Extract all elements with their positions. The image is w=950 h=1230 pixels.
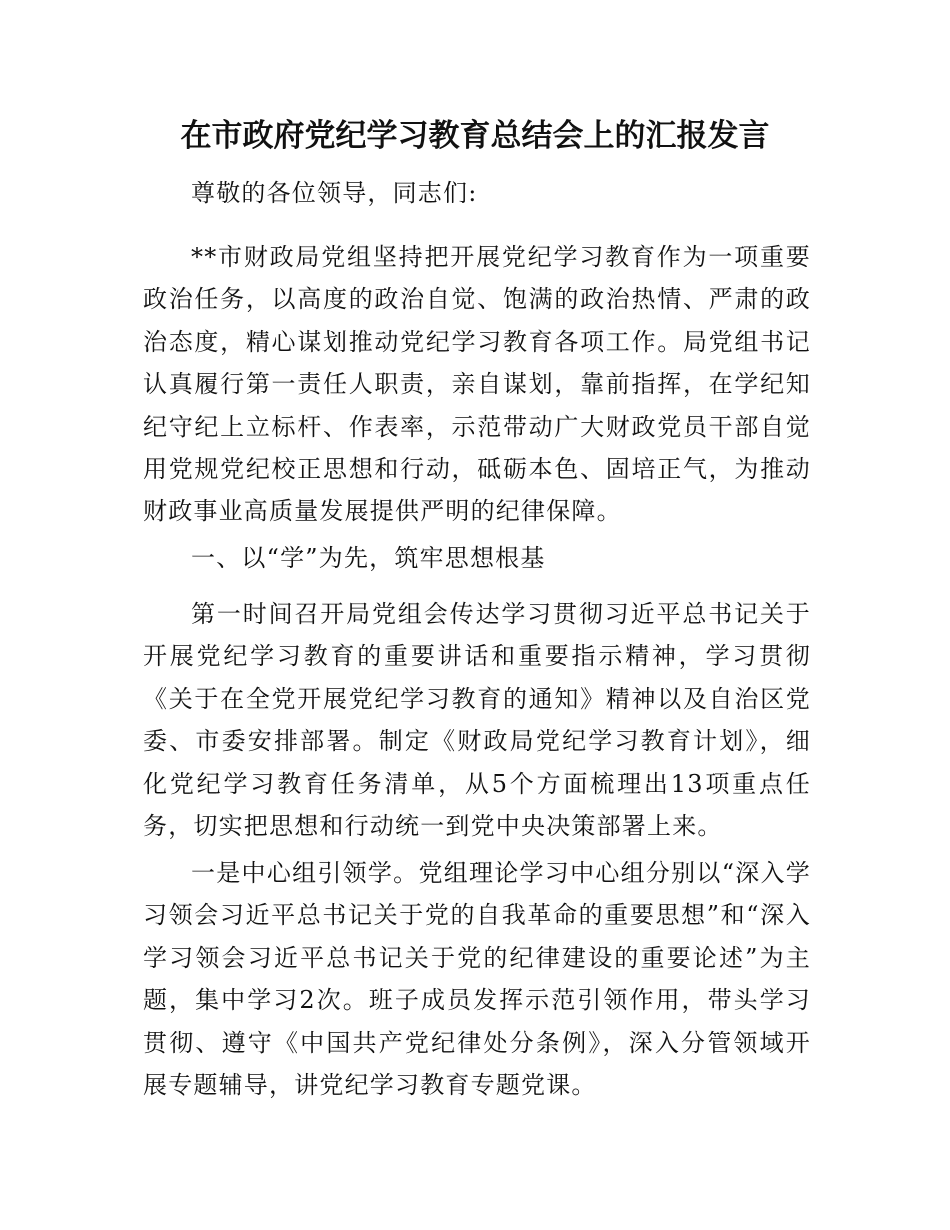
document-title: 在市政府党纪学习教育总结会上的汇报发言 <box>180 118 770 154</box>
section-heading-1: 一、以“学”为先，筑牢思想根基 <box>191 544 546 572</box>
item-1-paragraph: 一是中心组引领学。党组理论学习中心组分别以“深入学习领会习近平总书记关于党的自我革命的重要思想”和“深入学习领会习近平总书记关于党的纪律建设的重要论述”为主题，集中学习2次。班子成员发挥示范引领作用，带头学习贯彻、遵守《中国共产党纪律处分条例》，深入分管领域开展专题辅导，讲党纪学习教育专题党课。 <box>143 859 811 1100</box>
salutation: 尊敬的各位领导，同志们: <box>191 179 478 207</box>
section-1-paragraph: 第一时间召开局党组会传达学习贯彻习近平总书记关于开展党纪学习教育的重要讲话和重要指示精神，学习贯彻《关于在全党开展党纪学习教育的通知》精神以及自治区党委、市委安排部署。制定《财政局党纪学习教育计划》，细化党纪学习教育任务清单，从5个方面梳理出13项重点任务，切实把思想和行动统一到党中央决策部署上来。 <box>143 600 811 841</box>
intro-paragraph: **市财政局党组坚持把开展党纪学习教育作为一项重要政治任务，以高度的政治自觉、饱满的政治热情、严肃的政治态度，精心谋划推动党纪学习教育各项工作。局党组书记认真履行第一责任人职责，亲自谋划，靠前指挥，在学纪知纪守纪上立标杆、作表率，示范带动广大财政党员干部自觉用党规党纪校正思想和行动，砥砺本色、固培正气，为推动财政事业高质量发展提供严明的纪律保障。 <box>143 243 811 526</box>
